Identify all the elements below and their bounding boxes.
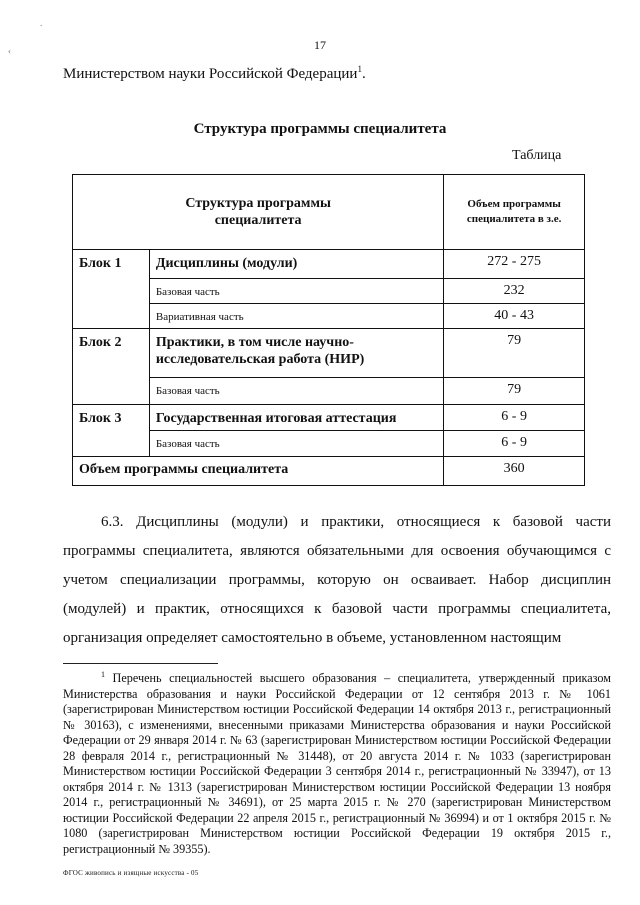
table-row	[73, 329, 585, 378]
header-structure-line2: специалитета	[214, 213, 302, 228]
body-paragraph	[63, 508, 611, 653]
table-total-row	[73, 457, 585, 486]
total-label: Объем программы специалитета	[73, 457, 444, 486]
table-row	[73, 378, 585, 405]
table-row	[73, 250, 585, 279]
intro-end: .	[361, 66, 366, 82]
row-value: 79	[444, 378, 585, 405]
table-row	[73, 304, 585, 329]
block-value: 79	[444, 329, 585, 378]
header-structure-line1: Структура программы	[185, 196, 331, 211]
footnote-number: 1	[101, 670, 105, 679]
row-value: 232	[444, 279, 585, 304]
row-value: 6 - 9	[444, 431, 585, 457]
table-row	[73, 405, 585, 431]
table-header-row	[73, 175, 585, 250]
block-title-line2: исследовательская работа (НИР)	[155, 352, 365, 367]
footnote-ref[interactable]: 1	[357, 64, 362, 74]
structure-table	[72, 174, 585, 486]
block-value: 6 - 9	[444, 405, 585, 431]
table-row	[73, 431, 585, 457]
row-label: Базовая часть	[149, 431, 443, 457]
block-value: 272 - 275	[444, 250, 585, 279]
block-label: Блок 2	[73, 329, 150, 405]
row-label: Базовая часть	[149, 378, 443, 405]
margin-mark-dot: .	[40, 18, 43, 28]
total-value: 360	[444, 457, 585, 486]
block-title	[149, 329, 443, 378]
page-title: Структура программы специалитета	[193, 121, 447, 137]
page-number: 17	[314, 38, 326, 52]
intro-line	[63, 64, 366, 83]
footnote-divider	[63, 663, 218, 664]
header-structure	[73, 175, 444, 250]
margin-mark-arrow: ‹	[8, 46, 11, 56]
row-label: Базовая часть	[149, 279, 443, 304]
header-volume-line2: специалитета в з.е.	[466, 213, 562, 225]
table-row	[73, 279, 585, 304]
paragraph-text: 6.3. Дисциплины (модули) и практики, относящиеся к базовой части программы специалитета, являются обязательными для освоения обучающимся с учетом специализации программы, которую он осваивает. Набор дисциплин (модулей) и практик, относящихся к базовой части программы специалитета, организация определяет самостоятельно в объеме, установленном настоящим	[63, 514, 611, 646]
page-footer: ФГОС живопись и изящные искусства - 05	[63, 869, 199, 877]
block-label: Блок 1	[73, 250, 150, 329]
header-volume-line1: Объем программы	[467, 198, 561, 210]
block-label: Блок 3	[73, 405, 150, 457]
table-caption: Таблица	[512, 148, 562, 163]
block-title-line1: Практики, в том числе научно-	[155, 335, 354, 350]
block-title: Дисциплины (модули)	[149, 250, 443, 279]
row-label: Вариативная часть	[149, 304, 443, 329]
footnote-text: Перечень специальностей высшего образования – специалитета, утвержденный приказом Министерства образования и науки Российской Федерации от 12 сентября 2013 г. № 1061 (зарегистрирован Министерством юстиции Российской Федерации 14 октября 2013 г., регистрационный № 30163), с изменениями, внесенными приказами Министерства образования и науки Российской Федерации от 29 января 2014 г. № 63 (зарегистрирован Министерством юстиции Российской Федерации 28 февраля 2014 г., регистрационный № 31448), от 20 августа 2014 г. № 1033 (зарегистрирован Министерством юстиции Российской Федерации 3 сентября 2014 г., регистрационный № 33947), от 13 октября 2014 г. № 1313 (зарегистрирован Министерством юстиции Российской Федерации 13 ноября 2014 г., регистрационный № 34691), от 25 марта 2015 г. № 270 (зарегистрирован Министерством юстиции Российской Федерации 22 апреля 2015 г., регистрационный № 36994) и от 1 октября 2015 г. № 1080 (зарегистрирован Министерством юстиции Российской Федерации 19 октября 2015 г., регистрационный № 39355).	[63, 671, 612, 856]
block-title: Государственная итоговая аттестация	[149, 405, 443, 431]
intro-text: Министерством науки Российской Федерации	[63, 66, 358, 82]
row-value: 40 - 43	[444, 304, 585, 329]
header-volume	[444, 175, 585, 250]
footnote	[63, 667, 611, 857]
